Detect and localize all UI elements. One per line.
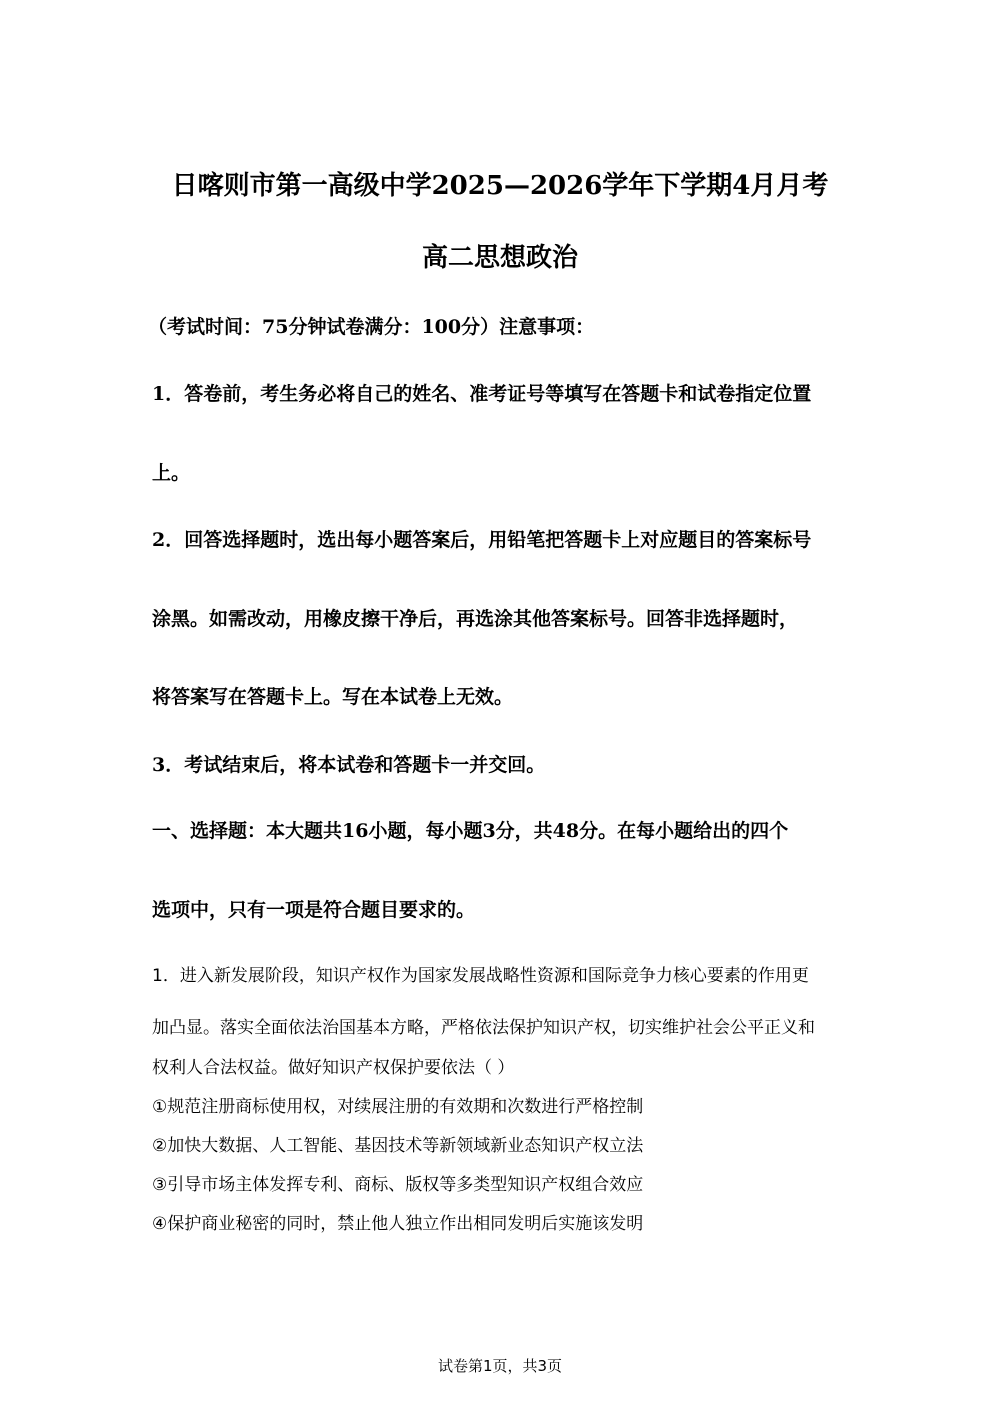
note-line: 2．回答选择题时，选出每小题答案后，用铅笔把答题卡上对应题目的答案标号: [152, 529, 812, 551]
note-line: 1．答卷前，考生务必将自己的姓名、准考证号等填写在答题卡和试卷指定位置: [152, 383, 812, 405]
page-footer: 试卷第1页，共3页: [437, 1357, 563, 1375]
question-option: ④保护商业秘密的同时，禁止他人独立作出相同发明后实施该发明: [152, 1214, 644, 1234]
question-option: ③引导市场主体发挥专利、商标、版权等多类型知识产权组合效应: [152, 1175, 644, 1195]
exam-info: （考试时间：75分钟试卷满分：100分）注意事项：: [148, 316, 595, 338]
question-stem: 加凸显。落实全面依法治国基本方略，严格依法保护知识产权，切实维护社会公平正义和: [152, 1018, 815, 1038]
note-line: 涂黑。如需改动，用橡皮擦干净后，再选涂其他答案标号。回答非选择题时，: [152, 608, 799, 630]
note-line: 3．考试结束后，将本试卷和答题卡一并交回。: [152, 754, 546, 776]
question-stem: 权利人合法权益。做好知识产权保护要依法（ ）: [152, 1058, 515, 1078]
note-line: 将答案写在答题卡上。写在本试卷上无效。: [152, 686, 514, 708]
exam-subtitle: 高二思想政治: [421, 243, 578, 273]
section-heading: 选项中，只有一项是符合题目要求的。: [152, 899, 476, 921]
question-stem: 1．进入新发展阶段，知识产权作为国家发展战略性资源和国际竞争力核心要素的作用更: [152, 966, 809, 986]
question-option: ②加快大数据、人工智能、基因技术等新领域新业态知识产权立法: [152, 1136, 644, 1156]
question-option: ①规范注册商标使用权，对续展注册的有效期和次数进行严格控制: [152, 1097, 644, 1117]
section-heading: 一、选择题：本大题共16小题，每小题3分，共48分。在每小题给出的四个: [152, 820, 789, 842]
exam-title: 日喀则市第一高级中学2025—2026学年下学期4月月考: [171, 171, 829, 201]
note-line: 上。: [152, 462, 191, 484]
